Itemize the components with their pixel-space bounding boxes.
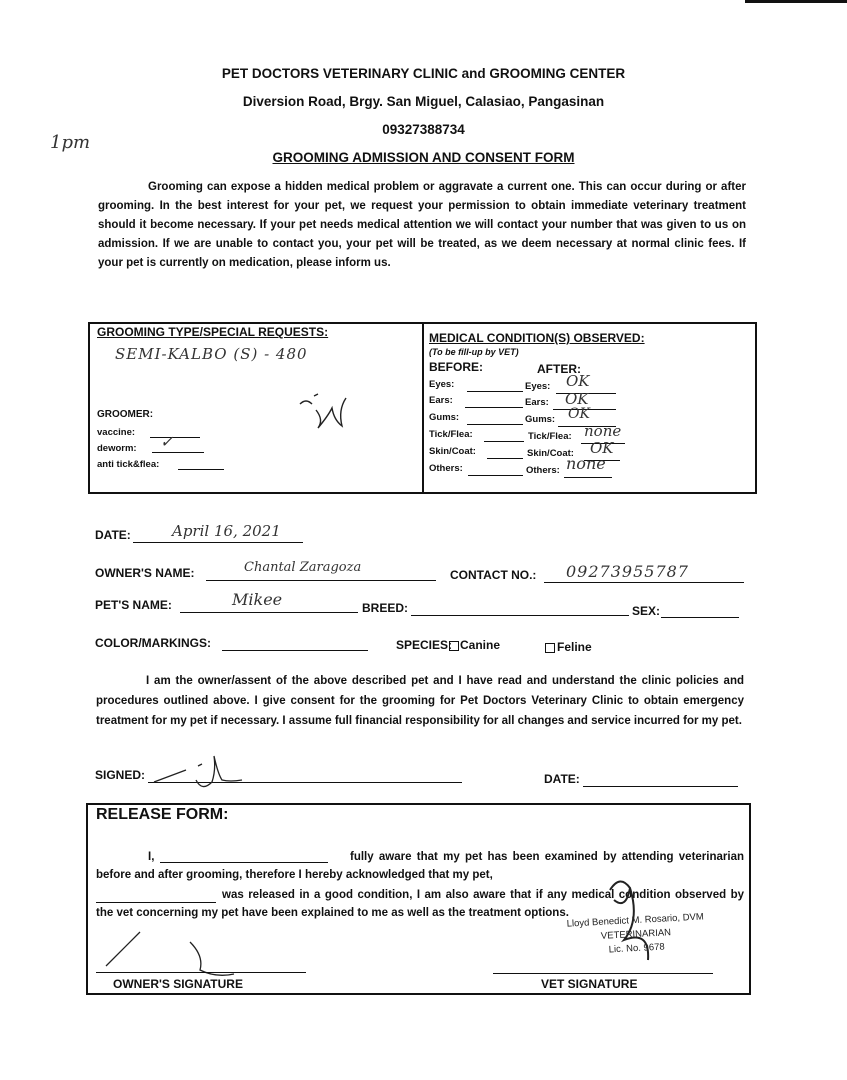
species-label: SPECIES:	[396, 638, 453, 652]
before-label: Eyes:	[429, 379, 455, 390]
grooming-request: SEMI-KALBO (S) - 480	[115, 345, 308, 363]
scan-edge	[745, 0, 847, 3]
owner-value[interactable]: Chantal Zaragoza	[244, 560, 362, 575]
medical-heading: MEDICAL CONDITION(S) OBSERVED:	[429, 331, 645, 345]
sex-line	[661, 617, 739, 618]
medical-row	[429, 412, 459, 423]
color-line	[222, 650, 368, 651]
signed-date-label: DATE:	[544, 772, 580, 786]
groomer-signature	[294, 390, 364, 440]
release-title: RELEASE FORM:	[96, 806, 229, 823]
owner-label: OWNER'S NAME:	[95, 566, 195, 580]
owner-signature	[150, 752, 250, 800]
after-value: none	[584, 422, 622, 440]
date-label: DATE:	[95, 528, 131, 542]
after-label: Skin/Coat:	[527, 448, 574, 459]
release-i: I,	[148, 851, 155, 863]
medical-note: (To be fill-up by VET)	[429, 347, 519, 357]
after-label: Tick/Flea:	[528, 431, 572, 442]
date-line	[133, 542, 303, 543]
consent-paragraph: I am the owner/assent of the above described pet and I have read and understand the clinic policies and procedures outlined above. I give consent for the grooming for Pet Doctors Veterinary Clinic to obtain emergency treatment for my pet if necessary. I assume full financial responsibility for all changes and service incurred for my pet.	[96, 675, 744, 727]
signed-label: SIGNED:	[95, 768, 146, 782]
groomer-label: GROOMER:	[97, 409, 154, 420]
after-label: Gums:	[525, 414, 556, 425]
after-value: OK	[590, 439, 614, 457]
before-label: Skin/Coat:	[429, 446, 476, 457]
before-label: Others:	[429, 463, 463, 474]
tick-line	[178, 469, 224, 470]
breed-line	[411, 615, 629, 616]
after-value: OK	[568, 406, 590, 422]
pet-label: PET'S NAME:	[95, 598, 172, 612]
vet-sig-line	[493, 973, 713, 974]
medical-row	[429, 446, 476, 457]
contact-label: CONTACT NO.:	[450, 568, 537, 582]
owner-sig-label: OWNER'S SIGNATURE	[113, 977, 243, 991]
breed-label: BREED:	[362, 601, 409, 615]
feline-label: Feline	[557, 640, 592, 654]
deworm-label: deworm:	[97, 443, 137, 454]
margin-note: 1pm	[50, 132, 91, 153]
color-label: COLOR/MARKINGS:	[95, 636, 211, 650]
after-label: Others:	[526, 465, 560, 476]
before-heading: BEFORE:	[429, 360, 483, 374]
feline-checkbox[interactable]	[545, 643, 555, 653]
release-text-2: was released in a good condition, I am also aware that if any medical condition observed by the vet concerning my pet have been explained to me as well as the treatment options.	[96, 889, 744, 919]
medical-row	[429, 429, 473, 440]
clinic-phone: 09327388734	[382, 122, 465, 137]
owner-line	[206, 580, 436, 581]
contact-value[interactable]: 09273955787	[566, 562, 689, 581]
medical-row	[429, 463, 463, 474]
box-divider	[422, 322, 424, 494]
owner-sig-line	[96, 972, 306, 973]
vaccine-label: vaccine:	[97, 427, 136, 438]
release-text-1: fully aware that my pet has been examined by attending veterinarian before and after grooming, therefore I hereby acknowledged that my pet,	[96, 851, 744, 881]
before-label: Gums:	[429, 412, 460, 423]
sex-label: SEX:	[632, 604, 661, 618]
signed-date-line	[583, 786, 738, 787]
after-value: OK	[566, 372, 590, 390]
intro-paragraph: Grooming can expose a hidden medical problem or aggravate a current one. This can occur during or after grooming. In the best interest for your pet, we request your permission to obtain immediate veterinary treatment should it become necessary. If your pet needs medical attention we will contact your number that was given to us on admission. If we are unable to contact you, your pet will be treated, as we deem necessary at normal clinic fees. If your pet is currently on medication, please inform us.	[98, 181, 746, 269]
before-label: Ears:	[429, 395, 453, 406]
pet-value[interactable]: Mikee	[232, 590, 283, 609]
pet-line	[180, 612, 358, 613]
owner-release-signature	[100, 922, 260, 982]
after-label: Ears:	[525, 397, 549, 408]
medical-row	[429, 379, 454, 390]
medical-row	[429, 395, 453, 406]
vaccine-line	[150, 437, 200, 438]
canine-checkbox[interactable]	[449, 641, 459, 651]
deworm-line	[152, 452, 204, 453]
canine-label: Canine	[460, 638, 501, 652]
vet-sig-label: VET SIGNATURE	[541, 977, 638, 991]
vet-signature	[590, 870, 670, 970]
tick-label: anti tick&flea:	[97, 459, 160, 470]
date-value[interactable]: April 16, 2021	[172, 522, 281, 540]
after-label: Eyes:	[525, 381, 551, 392]
before-label: Tick/Flea:	[429, 429, 473, 440]
deworm-check: ✓	[160, 432, 174, 451]
contact-line	[544, 582, 744, 583]
vet-stamp: Lloyd Benedict M. Rosario, DVM VETERINARIAN Lic. No. 9678	[566, 911, 705, 956]
clinic-name: PET DOCTORS VETERINARY CLINIC and GROOMING CENTER	[221, 66, 626, 81]
after-heading: AFTER:	[537, 362, 581, 376]
clinic-address: Diversion Road, Brgy. San Miguel, Calasiao, Pangasinan	[242, 94, 605, 109]
after-value: none	[566, 454, 606, 473]
grooming-heading: GROOMING TYPE/SPECIAL REQUESTS:	[97, 325, 329, 339]
after-value: OK	[565, 390, 589, 408]
form-title: GROOMING ADMISSION AND CONSENT FORM	[272, 150, 575, 165]
